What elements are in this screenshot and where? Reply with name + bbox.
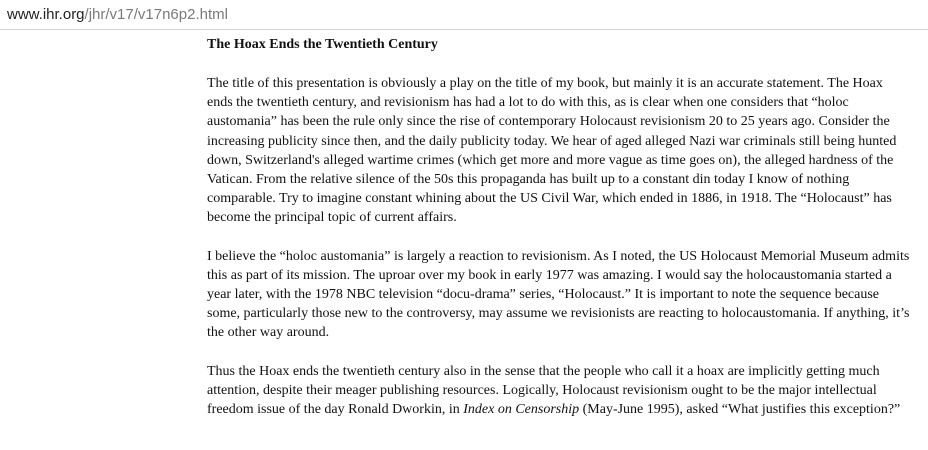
paragraph-3-text-start: Thus the Hoax ends the twentieth century also in the sense that the people who call it a hoax are implicitly getting much attention, despite their meager publishing resources. Logically, Holocaust revisionism ought to be the major intellectual freedom issue of the day Ronald Dworkin, in bbox=[207, 363, 880, 418]
paragraph-3-text-end: (May-June 1995), asked “What justifies this exception?” bbox=[579, 402, 901, 418]
url-host: www.ihr.org bbox=[7, 6, 85, 23]
publication-title: Index on Censorship bbox=[463, 402, 580, 418]
paragraph-1: The title of this presentation is obviously a play on the title of my book, but mainly it is an accurate statement. The Hoax ends the twentieth century, and revisionism has had a lot to do with this, as is clear when one considers that “holoc austomania” has been the rule only since the rise of contemporary Holocaust revisionism 20 to 25 years ago. Consider the increasing publicity since then, and the daily publicity today. We hear of aged alleged Nazi war criminals still being hunted down, Switzerland's alleged wartime crimes (which get more and more vague as time goes on), the alleged hardness of the Vatican. From the relative silence of the 50s this propaganda has built up to a constant din today I know of nothing comparable. Try to imagine constant whining about the US Civil War, which ended in 1886, in 1918. The “Holocaust” has become the principal topic of current affairs. bbox=[207, 76, 897, 226]
address-bar[interactable] bbox=[0, 0, 928, 30]
url-path: /jhr/v17/v17n6p2.html bbox=[84, 6, 228, 23]
url-text[interactable] bbox=[7, 6, 228, 24]
article-body bbox=[207, 35, 912, 419]
paragraph-2: I believe the “holoc austomania” is largely a reaction to revisionism. As I noted, the US Holocaust Memorial Museum admits this as part of its mission. The uproar over my book in early 1977 was amazing. I would say the holocaustomania started a year later, with the 1978 NBC television “docu-drama” series, “Holocaust.” It is important to note the sequence because some, particularly those new to the controversy, may assume we revisionists are reacting to holocaustomania. If anything, it’s the other way around. bbox=[207, 248, 910, 341]
article-heading: The Hoax Ends the Twentieth Century bbox=[207, 37, 438, 52]
paragraph-3 bbox=[207, 362, 912, 420]
